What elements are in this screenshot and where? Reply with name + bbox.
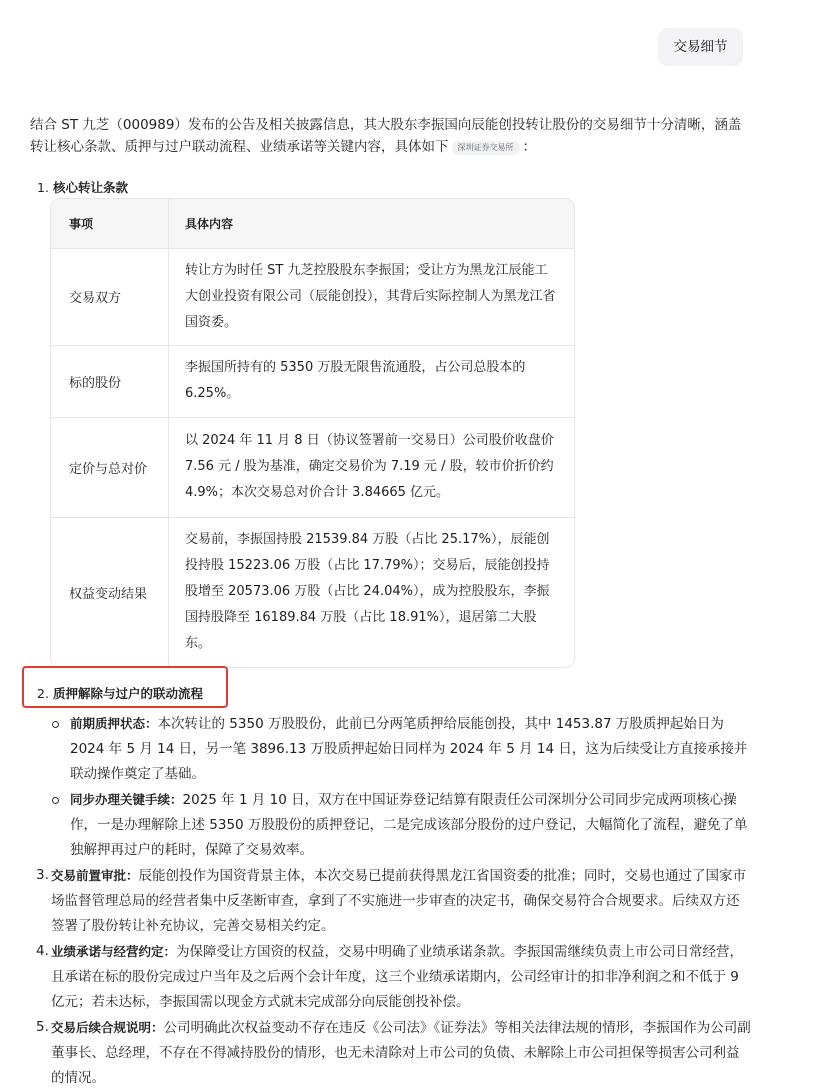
table-cell-content: 李振国所持有的 5350 万股无限售流通股，占公司总股本的 6.25%。 [185,360,526,401]
bullet-text: 本次转让的 5350 万股股份，此前已分两笔质押给辰能创投，其中 1453.87 万股质押起始日为 2024 年 5 月 14 日，另一笔 3896.13 万股质押起始日同样为 2024 年 5 月 14 日，这为后续受让方直接承接并联动操作奠定了基础。 [70,716,748,782]
section-1-number: 1. [37,180,49,195]
item-label: 交易前置审批： [51,868,139,883]
table-header-item: 事项 [51,199,169,248]
section-1-label: 核心转让条款 [52,180,128,195]
list-item [70,787,750,863]
item-label: 业绩承诺与经营约定： [51,944,177,959]
table-cell-item: 权益变动结果 [51,517,169,667]
item-number: 3. [36,867,49,883]
bullet-marker [52,721,59,728]
bullet-label: 前期质押状态： [70,716,158,731]
citation-chip[interactable]: 深圳证券交易所 [452,141,520,155]
item-number: 4. [36,943,49,959]
table-cell-item: 标的股份 [51,345,169,417]
table-cell-item: 交易双方 [51,248,169,345]
intro-paragraph [30,114,750,158]
transfer-terms-table [50,198,575,668]
table-row [51,417,574,518]
item-number: 5. [36,1019,49,1035]
section-2-number: 2. [37,686,49,701]
section-2-title [37,685,203,703]
table-cell-item: 定价与总对价 [51,417,169,517]
table-row [51,345,574,418]
bullet-label: 同步办理关键手续： [70,792,183,807]
table-row [51,517,574,667]
table-cell-content: 转让方为时任 ST 九芝控股股东李振国；受让方为黑龙江辰能工大创业投资有限公司（辰能创投），其背后实际控制人为黑龙江省国资委。 [185,262,556,330]
list-item [51,939,751,1015]
user-message-bubble: 交易细节 [658,28,743,66]
section-2-label: 质押解除与过户的联动流程 [52,686,203,701]
intro-text: 结合 ST 九芝（000989）发布的公告及相关披露信息，其大股东李振国向辰能创投转让股份的交易细节十分清晰，涵盖转让核心条款、质押与过户联动流程、业绩承诺等关键内容，具体如下 [30,117,742,155]
list-item [70,711,750,787]
intro-end: ： [522,139,536,155]
table-cell-content: 交易前，李振国持股 21539.84 万股（占比 25.17%），辰能创投持股 15223.06 万股（占比 17.79%）；交易后，辰能创投持股增至 20573.06 万股（占比 24.04%），成为控股股东，李振国持股降至 16189.84 万股（占比 18.91%），退居第二大股东。 [185,532,550,651]
item-text: 辰能创投作为国资背景主体，本次交易已提前获得黑龙江省国资委的批准；同时，交易也通过了国家市场监督管理总局的经营者集中反垄断审查，拿到了不实施进一步审查的决定书，确保交易符合合规要求。后续双方还签署了股份转让补充协议，完善交易相关约定。 [51,868,747,934]
table-cell-content: 以 2024 年 11 月 8 日（协议签署前一交易日）公司股价收盘价 7.56 元 / 股为基准，确定交易价为 7.19 元 / 股，较市价折价约 4.9%；本次交易总对价合计 3.84665 亿元。 [185,433,554,500]
table-header-content: 具体内容 [185,216,234,231]
bullet-marker [52,797,59,804]
section-1-title [37,179,128,197]
bullet-text: 2025 年 1 月 10 日，双方在中国证券登记结算有限责任公司深圳分公司同步完成两项核心操作，一是办理解除上述 5350 万股股份的质押登记，二是完成该部分股份的过户登记，大幅简化了流程，避免了单独解押再过户的耗时，保障了交易效率。 [70,792,748,858]
table-row [51,248,574,346]
item-text: 公司明确此次权益变动不存在违反《公司法》《证券法》等相关法律法规的情形，李振国作为公司副董事长、总经理，不存在不得减持股份的情形，也无未清除对上市公司的负债、未解除上市公司担保等损害公司利益的情况。 [51,1020,751,1086]
item-label: 交易后续合规说明： [51,1020,164,1035]
list-item [51,863,751,939]
item-text: 为保障受让方国资的权益，交易中明确了业绩承诺条款。李振国需继续负责上市公司日常经营，且承诺在标的股份完成过户当年及之后两个会计年度，这三个业绩承诺期内，公司经审计的扣非净利润之和不低于 9 亿元；若未达标，李振国需以现金方式就未完成部分向辰能创投补偿。 [51,944,744,1010]
list-item [51,1015,751,1091]
table-header-row [51,199,574,249]
